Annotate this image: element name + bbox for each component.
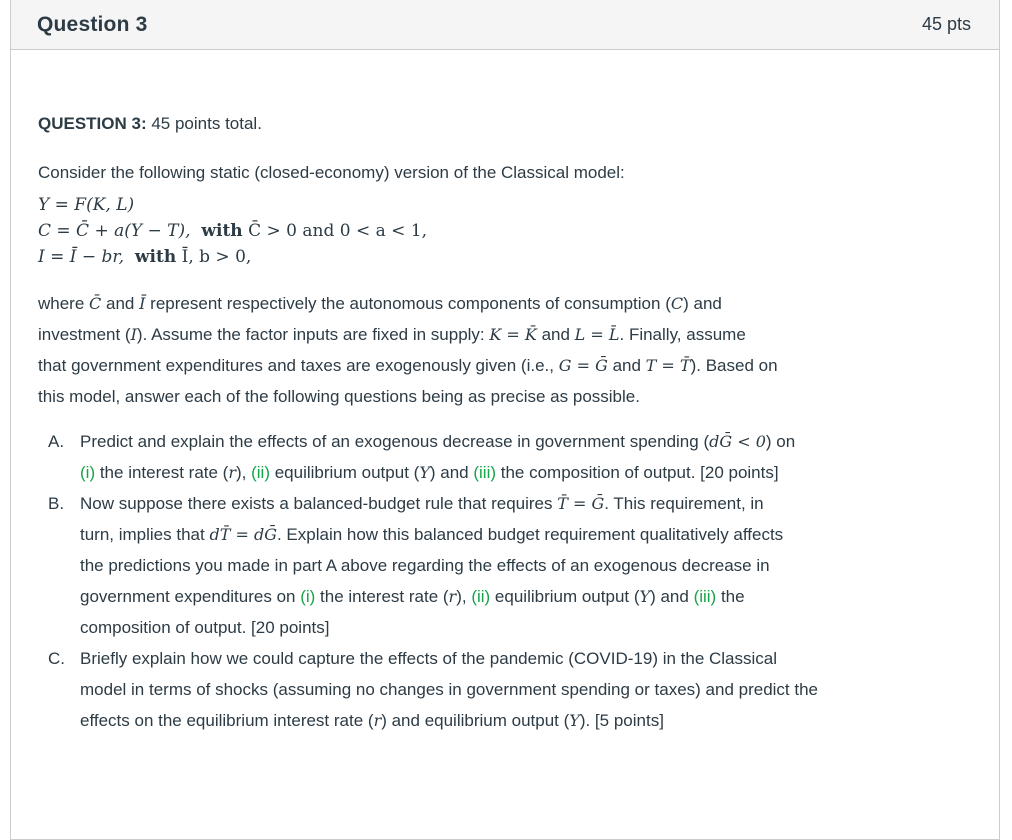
part-b: B. Now suppose there exists a balanced-budget rule that requires T̄ = Ḡ. This requirement, in turn, implies that dT̄ = dḠ. Explain how this balanced budget requirement qualitatively affects the predictions you made in part A above regarding the effects of an exogenous decrease in government expenditures on (i) the interest rate (r), (ii) equilibrium output (Y) and (iii) the composition of output. [20 points] [48,488,983,643]
equation-production: Y = F(K, L) [38,195,135,215]
question-card [10,0,1000,840]
question-parts [38,426,983,736]
question-title: Question 3 [37,12,148,36]
equation-consumption: C = C̄ + a(Y − T), with C̄ > 0 and 0 < a < 1, [38,221,428,241]
part-c: C. Briefly explain how we could capture the effects of the pandemic (COVID-19) in the Classical model in terms of shocks (assuming no changes in government spending or taxes) and predict the effects on the equilibrium interest rate (r) and equilibrium output (Y). [5 points] [48,643,983,736]
question-points: 45 pts [921,14,971,34]
part-b-marker: B. [48,494,65,513]
model-equations [38,192,983,270]
consider-text: Consider the following static (closed-economy) version of the Classical model: [38,163,625,182]
question-body [38,108,983,736]
question-heading [38,108,983,139]
description-paragraph: where C̄ and Ī represent respectively the autonomous components of consumption (C) and investment (I). Assume the factor inputs are fixed in supply: K = K̄ and L = L̄. Finally, assume that government expenditures and taxes are exogenously given (i.e., G = Ḡ and T = T̄). Based on this model, answer each of the following questions being as precise as possible. [38,294,778,406]
heading-rest: 45 points total. [146,114,262,133]
heading-bold: QUESTION 3: [38,114,147,133]
part-c-marker: C. [48,649,65,668]
equation-investment: I = Ī − br, with Ī, b > 0, [38,247,252,267]
part-a-marker: A. [48,432,65,451]
part-a: A. Predict and explain the effects of an exogenous decrease in government spending (dḠ < 0) on (i) the interest rate (r), (ii) equilibrium output (Y) and (iii) the composition of output. [20 points] [48,426,983,488]
question-header [11,0,999,50]
